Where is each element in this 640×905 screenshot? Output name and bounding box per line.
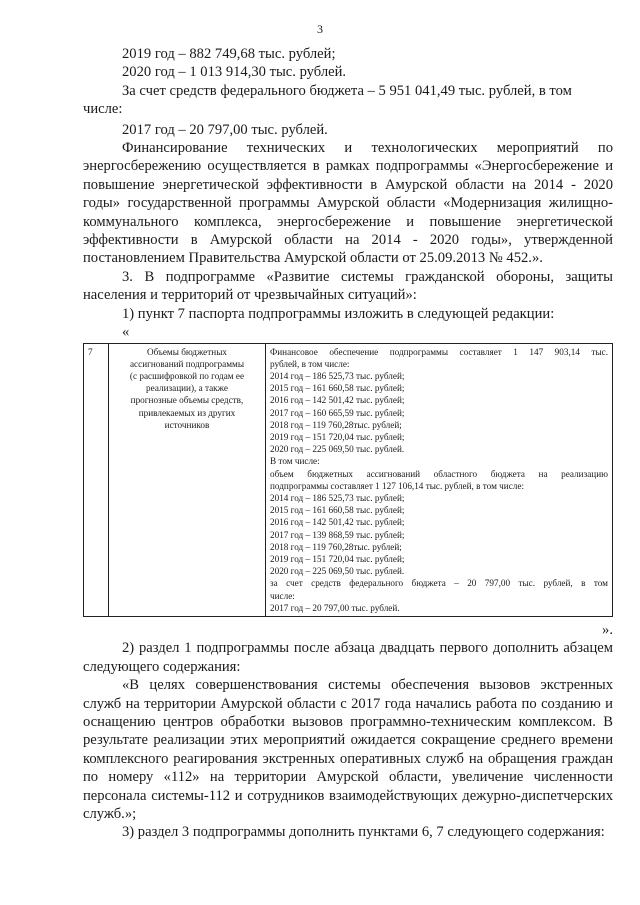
label-line: привлекаемых из других [138, 407, 236, 418]
total-year-2020: 2020 год – 225 069,50 тыс. рублей. [270, 444, 405, 455]
regional-line: объем бюджетных ассигнований областного бюджета на реализацию [270, 468, 608, 479]
label-line: ассигнований подпрограммы [129, 358, 245, 369]
total-line-cont: рублей, в том числе: [270, 358, 350, 369]
passport-table [83, 343, 613, 617]
item-3-3: 3) раздел 3 подпрограммы дополнить пунктами 6, 7 следующего содержания: [122, 824, 605, 841]
total-year-2019: 2019 год – 151 720,04 тыс. рублей; [270, 431, 405, 442]
regional-year-2015: 2015 год – 161 660,58 тыс. рублей; [270, 505, 405, 516]
intro-line-2020: 2020 год – 1 013 914,30 тыс. рублей. [122, 64, 347, 81]
federal-budget-line: За счет средств федерального бюджета – 5 951 041,49 тыс. рублей, в том [122, 82, 572, 99]
label-line: Объемы бюджетных [147, 346, 227, 357]
regional-year-2020: 2020 год – 225 069,50 тыс. рублей. [270, 566, 405, 577]
total-year-2018: 2018 год – 119 760,28тыс. рублей; [270, 419, 402, 430]
document-body [83, 45, 613, 842]
regional-year-2017: 2017 год – 139 868,59 тыс. рублей; [270, 529, 405, 540]
item-3-1: 1) пункт 7 паспорта подпрограммы изложить в следующей редакции: [122, 305, 555, 322]
total-year-2015: 2015 год – 161 660,58 тыс. рублей; [270, 383, 405, 394]
label-line: источников [164, 419, 210, 430]
total-year-2017: 2017 год – 160 665,59 тыс. рублей; [270, 407, 405, 418]
label-line: прогнозные объемы средств, [130, 395, 244, 406]
federal-budget-line-cont: числе: [83, 101, 123, 118]
page-number: 3 [317, 22, 323, 36]
including-label: В том числе: [270, 456, 320, 467]
label-line: реализации), а также [146, 383, 228, 394]
row-number: 7 [88, 346, 93, 357]
intro-line-2019: 2019 год – 882 749,68 тыс. рублей; [122, 46, 336, 62]
total-line: Финансовое обеспечение подпрограммы составляет 1 147 903,14 тыс. [270, 346, 608, 357]
regional-year-2019: 2019 год – 151 720,04 тыс. рублей; [270, 553, 405, 564]
item-3-2: 2) раздел 1 подпрограммы после абзаца двадцать первого дополнить абзацем следующего содержания: [83, 640, 613, 675]
total-year-2016: 2016 год – 142 501,42 тыс. рублей; [270, 395, 405, 406]
financing-paragraph: Финансирование технических и технологических мероприятий по энергосбережению осуществляется в рамках подпрограммы «Энергосбережение и повышение энергетической эффективности в Амурской области на 2014 - 2020 годы» государственной программы Амурской области «Модернизация жилищно-коммунального комплекса, энергосбережение и повышение энергетической эффективности в Амурской области на 2014 - 2020 годы», утвержденной постановлением Правительства Амурской области от 25.09.2013 № 452.». [83, 140, 613, 267]
quote-paragraph: «В целях совершенствования системы обеспечения вызовов экстренных служб на территории Амурской области с 2017 года начались работа по созданию и оснащению центров обработки вызовов программно-техническим комплексом. В результате реализации этих мероприятий ожидается сокращение среднего времени комплексного реагирования экстренных оперативных служб на обращения граждан по номеру «112» на территории Амурской области, увеличение численности персонала системы-112 и сотрудников взаимодействующих дежурно-диспетчерских служб.»; [83, 677, 613, 823]
label-line: (с расшифровкой по годам ее [129, 370, 245, 381]
close-quote: ». [602, 621, 613, 638]
item-3-heading: 3. В подпрограмме «Развитие системы гражданской обороны, защиты населения и территорий от чрезвычайных ситуаций»: [83, 268, 613, 304]
open-quote: « [122, 324, 130, 341]
regional-year-2018: 2018 год – 119 760,28тыс. рублей; [270, 541, 402, 552]
value-cell [266, 343, 613, 616]
federal-line: за счет средств федерального бюджета – 20 797,00 тыс. рублей, в том [270, 578, 608, 589]
federal-year-2017: 2017 год – 20 797,00 тыс. рублей. [270, 602, 400, 613]
regional-year-2014: 2014 год – 186 525,73 тыс. рублей; [270, 492, 405, 503]
table-row [84, 343, 613, 616]
regional-line-cont: подпрограммы составляет 1 127 106,14 тыс. рублей, в том числе: [270, 480, 525, 491]
label-cell [109, 343, 266, 616]
federal-line-cont: числе: [270, 590, 295, 601]
total-year-2014: 2014 год – 186 525,73 тыс. рублей; [270, 370, 405, 381]
regional-year-2016: 2016 год – 142 501,42 тыс. рублей; [270, 517, 405, 528]
row-number-cell [84, 343, 109, 616]
federal-2017-line: 2017 год – 20 797,00 тыс. рублей. [122, 121, 328, 138]
